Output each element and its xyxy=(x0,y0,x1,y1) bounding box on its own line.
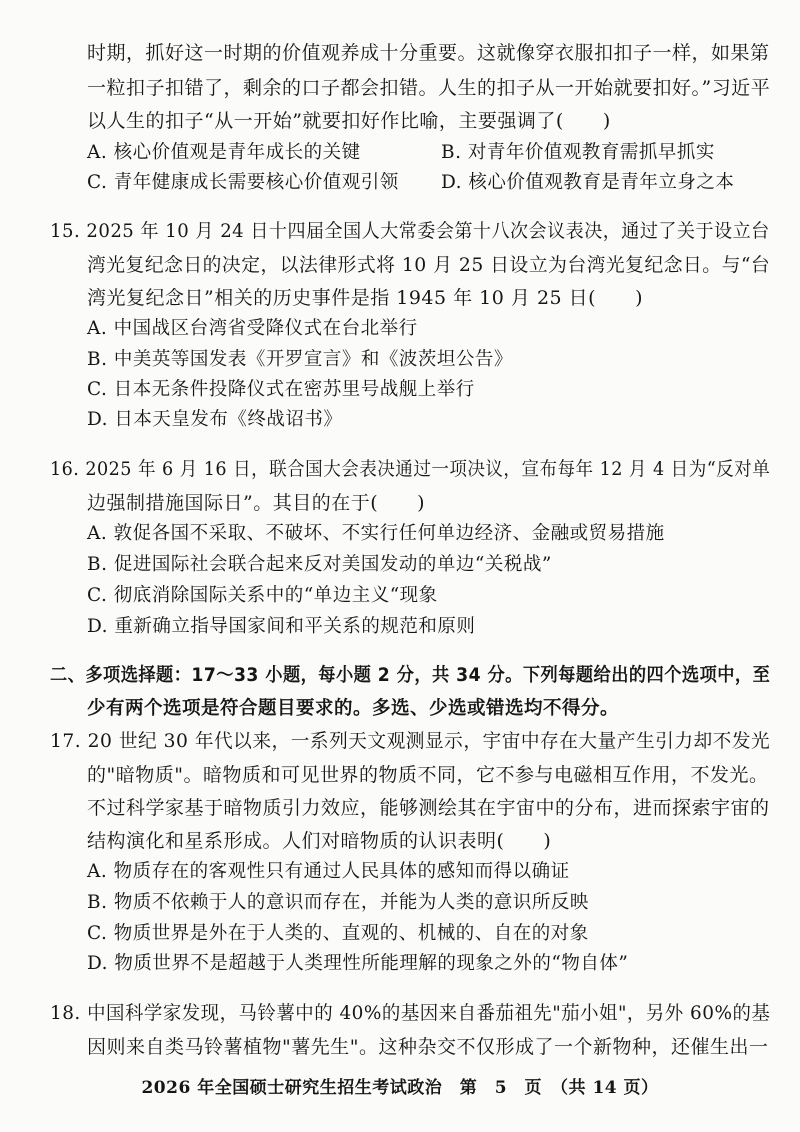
q16-option-a: A. 敦促各国不采取、不破坏、不实行任何单边经济、金融或贸易措施 xyxy=(87,523,665,544)
q17-option-b: B. 物质不依赖于人的意识而存在，并能为人类的意识所反映 xyxy=(87,892,589,913)
q17-line-3: 不过科学家基于暗物质引力效应，能够测绘其在宇宙中的分布，进而探索宇宙的 xyxy=(87,797,770,819)
q16-option-d: D. 重新确立指导国家间和平关系的规范和原则 xyxy=(87,616,476,637)
q14-line-1: 时期，抓好这一时期的价值观养成十分重要。这就像穿衣服扣扣子一样，如果第 xyxy=(87,42,770,64)
q14-option-d: D. 核心价值观教育是青年立身之本 xyxy=(441,172,735,193)
q17-option-c: C. 物质世界是外在于人类的、直观的、机械的、自在的对象 xyxy=(87,923,589,944)
q15-option-c: C. 日本无条件投降仪式在密苏里号战舰上举行 xyxy=(87,379,475,400)
q15-option-a: A. 中国战区台湾省受降仪式在台北举行 xyxy=(87,318,418,339)
q17-line-1: 17. 20 世纪 30 年代以来，一系列天文观测显示，宇宙中存在大量产生引力却不发光 xyxy=(50,730,771,752)
q14-option-c: C. 青年健康成长需要核心价值观引领 xyxy=(87,172,399,193)
q16-option-b: B. 促进国际社会联合起来反对美国发动的单边“关税战” xyxy=(87,554,552,575)
q18-line-1: 18. 中国科学家发现，马铃薯中的 40%的基因来自番茄祖先"茄小姐"，另外 60%的基 xyxy=(50,1002,771,1024)
q17-option-a: A. 物质存在的客观性只有通过人民具体的感知而得以确证 xyxy=(87,861,570,882)
q17-line-4: 结构演化和星系形成。人们对暗物质的认识表明( ) xyxy=(87,830,552,852)
q14-option-a: A. 核心价值观是青年成长的关键 xyxy=(87,142,361,163)
section-2-line-1: 二、多项选择题：17～33 小题，每小题 2 分，共 34 分。下列每题给出的四个选项中，至 xyxy=(50,665,771,686)
section-2-line-2: 少有两个选项是符合题目要求的。多选、少选或错选均不得分。 xyxy=(87,698,620,719)
q14-line-3: 以人生的扣子“从一开始”就要扣好作比喻，主要强调了( ) xyxy=(87,110,611,132)
q17-line-2: 的"暗物质"。暗物质和可见世界的物质不同，它不参与电磁相互作用，不发光。 xyxy=(87,764,769,786)
q15-option-b: B. 中美英等国发表《开罗宣言》和《波茨坦公告》 xyxy=(87,349,513,370)
q15-option-d: D. 日本天皇发布《终战诏书》 xyxy=(87,409,343,430)
q18-line-2: 因则来自类马铃薯植物"薯先生"。这种杂交不仅形成了一个新物种，还催生出一 xyxy=(87,1036,769,1058)
q15-line-2: 湾光复纪念日的决定，以法律形式将 10 月 25 日设立为台湾光复纪念日。与“台 xyxy=(87,254,771,276)
q15-line-1: 15. 2025 年 10 月 24 日十四届全国人大常委会第十八次会议表决，通过了关于设立台 xyxy=(50,220,770,242)
q17-option-d: D. 物质世界不是超越于人类理性所能理解的现象之外的“物自体” xyxy=(87,953,629,974)
q16-line-1: 16. 2025 年 6 月 16 日，联合国大会表决通过一项决议，宣布每年 12 月 4 日为“反对单 xyxy=(50,458,771,480)
q14-line-2: 一粒扣子扣错了，剩余的口子都会扣错。人生的扣子从一开始就要扣好。”习近平 xyxy=(87,77,771,99)
q16-line-2: 边强制措施国际日”。其目的在于( ) xyxy=(87,492,426,514)
q14-option-b: B. 对青年价值观教育需抓早抓实 xyxy=(441,142,715,163)
q16-option-c: C. 彻底消除国际关系中的“单边主义“现象 xyxy=(87,585,438,606)
q15-line-3: 湾光复纪念日”相关的历史事件是指 1945 年 10 月 25 日( ) xyxy=(87,287,643,309)
page-footer: 2026 年全国硕士研究生招生考试政治 第 5 页 （共 14 页） xyxy=(141,1078,659,1098)
